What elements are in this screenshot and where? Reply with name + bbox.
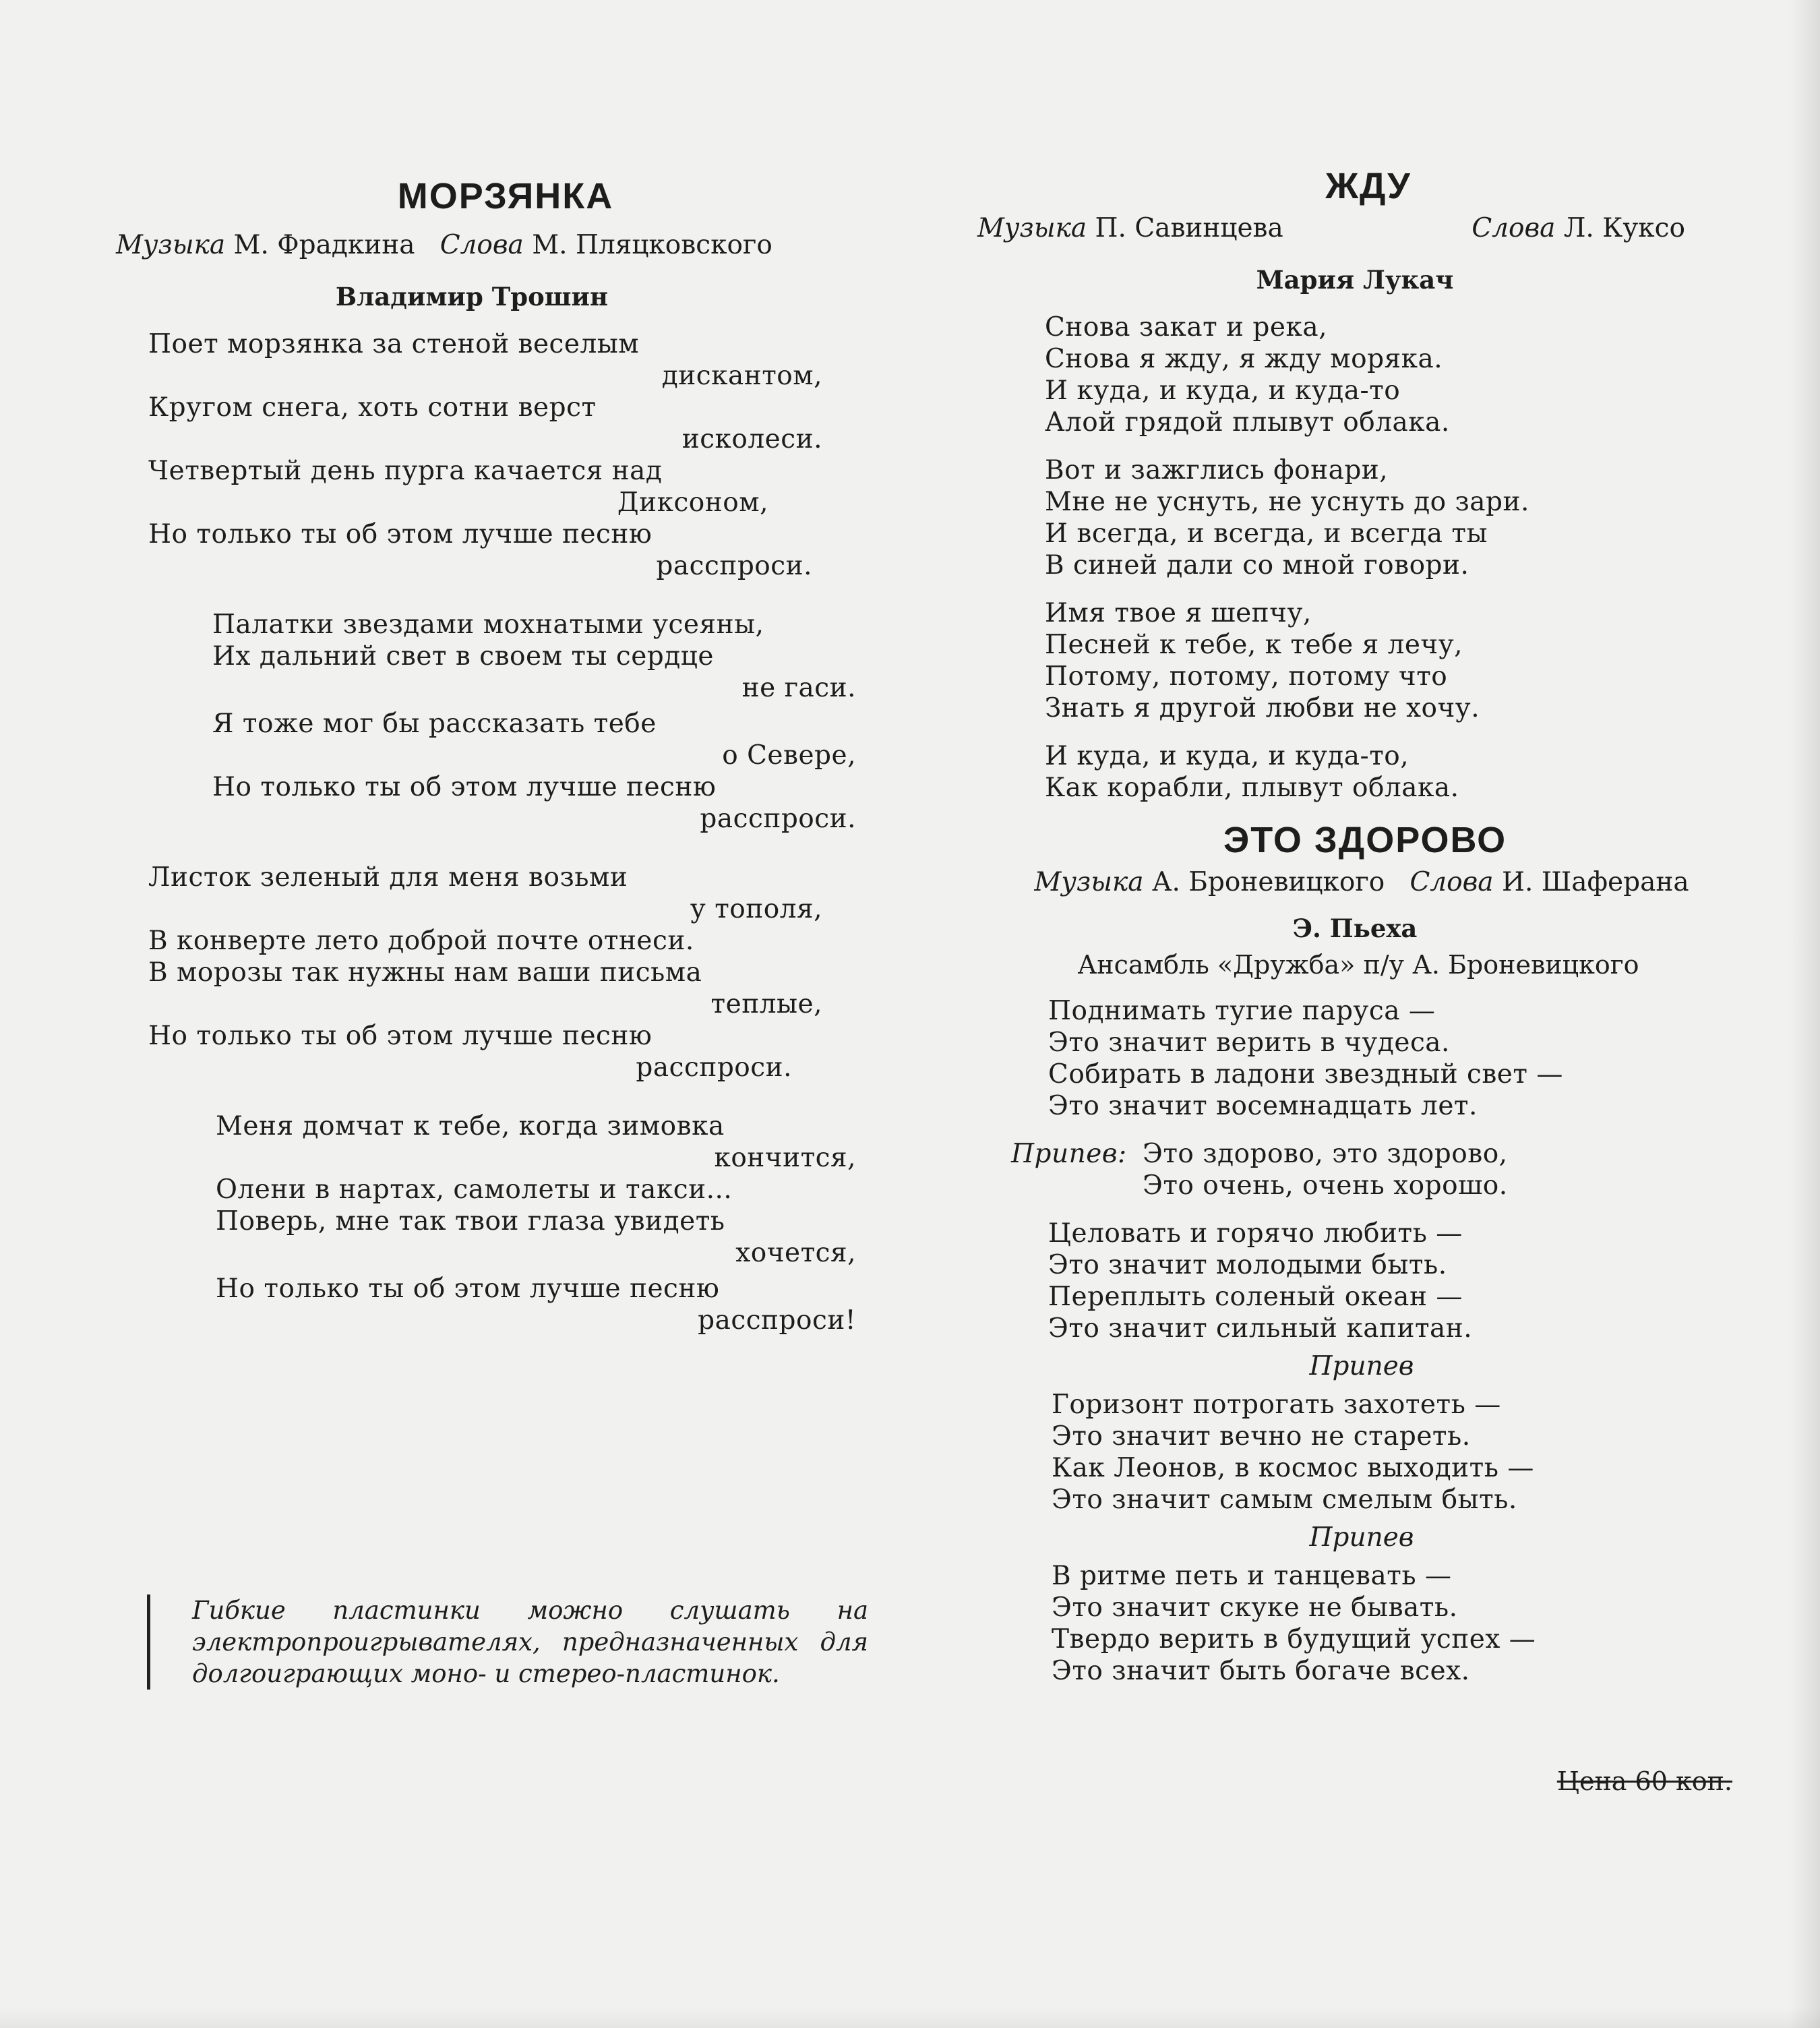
song-credits xyxy=(116,227,863,264)
song-credits xyxy=(991,864,1732,901)
lyric-line: исколеси. xyxy=(681,424,822,454)
stanza xyxy=(148,862,822,1083)
lyric-line: расспроси. xyxy=(636,1052,792,1083)
lyric-line: В конверте лето доброй почте отнеси. xyxy=(148,926,694,956)
lyric-line: В ритме петь и танцевать — xyxy=(1052,1561,1452,1591)
lyric-line: Потому, потому, потому что xyxy=(1045,661,1448,692)
stanza xyxy=(1048,995,1732,1122)
music-author: М. Фрадкина xyxy=(233,230,415,260)
lyric-line: Мне не уснуть, не уснуть до зари. xyxy=(1045,487,1529,517)
lyric-line xyxy=(1011,1138,1732,1170)
chorus xyxy=(1011,1138,1732,1201)
music-label: Музыка xyxy=(977,213,1087,243)
song-title: ЭТО ЗДОРОВО xyxy=(1223,820,1507,860)
lyric-line xyxy=(1011,1170,1732,1201)
lyric-line: Это значит восемнадцать лет. xyxy=(1048,1091,1478,1121)
lyric-line: Я тоже мог бы рассказать тебе xyxy=(212,709,657,739)
lyric-line: В синей дали со мной говори. xyxy=(1045,550,1469,580)
song-zhdu xyxy=(977,162,1732,804)
chorus-label: Припев: xyxy=(1011,1139,1127,1169)
lyric-line: расспроси. xyxy=(700,804,856,834)
stanza xyxy=(1052,1389,1732,1516)
lyric-line: Целовать и горячо любить — xyxy=(1048,1218,1463,1249)
right-column xyxy=(977,162,1732,1687)
lyric-line: кончится, xyxy=(714,1143,856,1173)
lyric-line: дискантом, xyxy=(661,361,822,391)
performer: Владимир Трошин xyxy=(335,282,609,311)
lyric-line: И куда, и куда, и куда-то, xyxy=(1045,741,1409,771)
lyric-line: Поверь, мне так твои глаза увидеть xyxy=(216,1206,725,1236)
music-author: П. Савинцева xyxy=(1095,213,1283,243)
song-eto-zdorovo xyxy=(977,816,1732,1687)
lyric-line: Это значит быть богаче всех. xyxy=(1052,1656,1470,1686)
lyric-line: Имя твое я шепчу, xyxy=(1045,598,1312,628)
lyric-line: о Севере, xyxy=(722,740,856,771)
stanza xyxy=(216,1110,856,1336)
stanza xyxy=(1052,1560,1732,1687)
lyric-line: Снова закат и река, xyxy=(1045,312,1327,342)
music-label: Музыка xyxy=(1034,867,1144,897)
words-author: М. Пляцковского xyxy=(532,230,772,260)
lyric-line: Горизонт потрогать захотеть — xyxy=(1052,1390,1501,1420)
music-credit xyxy=(977,210,1283,247)
playback-note: Гибкие пластинки можно слушать на электропроигрывателях, предназначенных для долгоиграющих моно- и стерео-пластинок. xyxy=(147,1594,868,1690)
ensemble: Ансамбль «Дружба» п/у А. Броневицкого xyxy=(1077,950,1639,980)
lyric-line: Кругом снега, хоть сотни верст xyxy=(148,392,597,423)
words-author: Л. Куксо xyxy=(1563,213,1685,243)
lyric-line: Это значит верить в чудеса. xyxy=(1048,1027,1450,1058)
lyric-line: Переплыть соленый океан — xyxy=(1048,1282,1463,1312)
chorus-line: Это здорово, это здорово, xyxy=(1143,1139,1508,1169)
lyric-line: Алой грядой плывут облака. xyxy=(1045,407,1450,438)
lyric-line: расспроси. xyxy=(656,551,812,581)
song-morzyanka xyxy=(116,172,863,1336)
lyric-line: Поет морзянка за стеной веселым xyxy=(148,329,640,359)
words-author: И. Шаферана xyxy=(1501,867,1689,897)
price-label: Цена 60 коп. xyxy=(1556,1766,1732,1796)
lyric-line: Их дальний свет в своем ты сердце xyxy=(212,641,714,672)
lyric-line: Знать я другой любви не хочу. xyxy=(1045,693,1480,723)
lyric-line: теплые, xyxy=(710,989,822,1019)
stanza xyxy=(148,328,822,582)
chorus-mark: Припев xyxy=(1309,1351,1414,1381)
lyric-line: хочется, xyxy=(735,1238,856,1268)
lyric-line: Песней к тебе, к тебе я лечу, xyxy=(1045,630,1463,660)
stanza xyxy=(212,609,856,835)
lyric-line: Олени в нартах, самолеты и такси... xyxy=(216,1174,733,1205)
lyric-line: Как корабли, плывут облака. xyxy=(1045,773,1459,803)
lyric-line: Палатки звездами мохнатыми усеяны, xyxy=(212,609,764,640)
music-author: А. Броневицкого xyxy=(1151,867,1385,897)
lyric-line: Твердо верить в будущий успех — xyxy=(1052,1624,1536,1654)
music-label: Музыка xyxy=(116,230,226,260)
words-label: Слова xyxy=(1472,213,1556,243)
lyric-line: Меня домчат к тебе, когда зимовка xyxy=(216,1111,725,1141)
words-credit xyxy=(1472,210,1685,247)
chorus-line: Это очень, очень хорошо. xyxy=(1143,1170,1508,1201)
page-edge-shadow xyxy=(1789,0,1820,2028)
lyric-line: Это значит молодыми быть. xyxy=(1048,1250,1447,1280)
lyric-line: Собирать в ладони звездный свет — xyxy=(1048,1059,1563,1090)
song-title: ЖДУ xyxy=(1325,166,1412,206)
words-label: Слова xyxy=(1409,867,1494,897)
lyric-line: Снова я жду, я жду моряка. xyxy=(1045,344,1443,374)
stanza xyxy=(1048,1218,1732,1344)
words-label: Слова xyxy=(439,230,524,260)
lyric-line: В морозы так нужны нам ваши письма xyxy=(148,957,702,988)
song-credits xyxy=(977,210,1685,247)
lyric-line: у тополя, xyxy=(690,894,822,924)
lyric-line: И всегда, и всегда, и всегда ты xyxy=(1045,518,1488,549)
stanza xyxy=(1045,740,1732,804)
chorus-mark: Припев xyxy=(1309,1522,1414,1553)
lyric-line: Это значит вечно не стареть. xyxy=(1052,1421,1471,1452)
stanza xyxy=(1045,597,1732,724)
lyric-line: Диксоном, xyxy=(617,487,768,518)
song-title: МОРЗЯНКА xyxy=(397,176,614,216)
lyric-line: Четвертый день пурга качается над xyxy=(148,456,663,486)
lyric-line: И куда, и куда, и куда-то xyxy=(1045,376,1401,406)
stanza xyxy=(1045,454,1732,581)
lyric-line: Поднимать тугие паруса — xyxy=(1048,996,1436,1026)
page-bottom-shadow xyxy=(0,2008,1820,2028)
lyric-line: Но только ты об этом лучше песню xyxy=(148,1021,653,1051)
lyric-line: Это значит скуке не бывать. xyxy=(1052,1592,1458,1623)
lyric-line: не гаси. xyxy=(741,673,856,703)
lyric-line: Это значит сильный капитан. xyxy=(1048,1313,1473,1344)
lyric-line: Как Леонов, в космос выходить — xyxy=(1052,1453,1534,1483)
lyric-line: Но только ты об этом лучше песню xyxy=(216,1274,720,1304)
performer: Э. Пьеха xyxy=(1292,914,1418,943)
performer: Мария Лукач xyxy=(1256,265,1454,295)
lyric-line: Но только ты об этом лучше песню xyxy=(148,519,653,549)
lyric-line: расспроси! xyxy=(698,1305,856,1336)
lyric-line: Это значит самым смелым быть. xyxy=(1052,1485,1517,1515)
lyric-line: Листок зеленый для меня возьми xyxy=(148,862,628,893)
lyric-line: Но только ты об этом лучше песню xyxy=(212,772,717,802)
lyric-line: Вот и зажглись фонари, xyxy=(1045,455,1389,485)
stanza xyxy=(1045,311,1732,438)
